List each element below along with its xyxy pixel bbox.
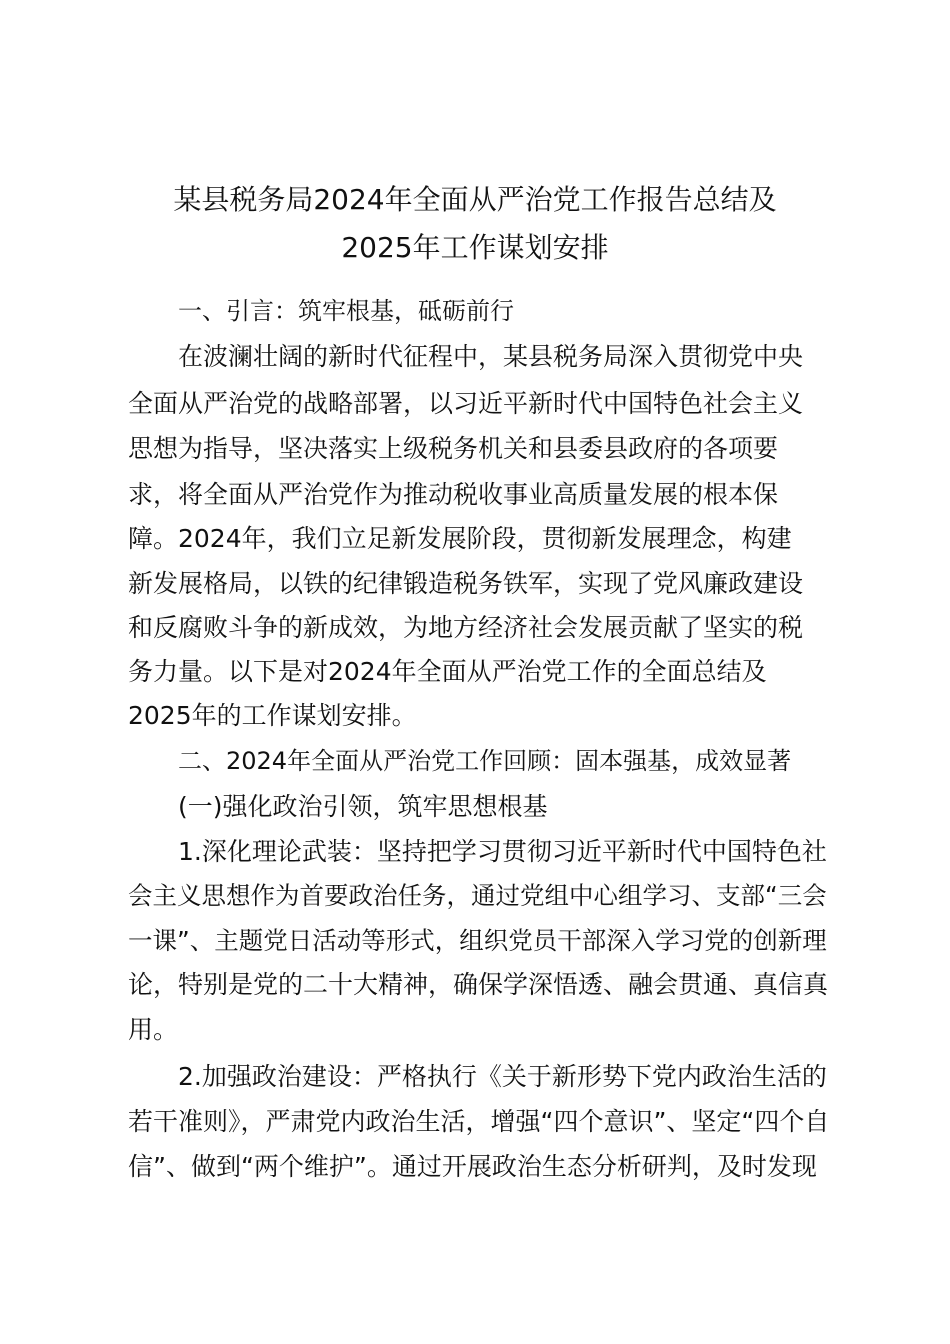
paragraph-line: 若干准则》，严肃党内政治生活，增强“四个意识”、坚定“四个自	[128, 1107, 830, 1136]
paragraph-line: 全面从严治党的战略部署，以习近平新时代中国特色社会主义	[128, 389, 804, 418]
section-heading-introduction: 一、引言：筑牢根基，砥砺前行	[178, 297, 514, 325]
section-heading-review: 二、2024年全面从严治党工作回顾：固本强基，成效显著	[178, 747, 792, 775]
paragraph-line: 1.深化理论武装：坚持把学习贯彻习近平新时代中国特色社	[178, 837, 827, 866]
paragraph-line: 求，将全面从严治党作为推动税收事业高质量发展的根本保	[128, 480, 779, 509]
document-title-line-1: 某县税务局2024年全面从严治党工作报告总结及	[173, 183, 777, 216]
paragraph-line: 新发展格局，以铁的纪律锻造税务铁军，实现了党风廉政建设	[128, 569, 804, 598]
paragraph-line: 务力量。以下是对2024年全面从严治党工作的全面总结及	[128, 657, 767, 686]
paragraph-line: 和反腐败斗争的新成效，为地方经济社会发展贡献了坚实的税	[128, 613, 804, 642]
paragraph-line: 2025年的工作谋划安排。	[128, 701, 417, 730]
paragraph-line: 2.加强政治建设：严格执行《关于新形势下党内政治生活的	[178, 1062, 827, 1091]
paragraph-line: 在波澜壮阔的新时代征程中，某县税务局深入贯彻党中央	[178, 342, 804, 371]
paragraph-line: 障。2024年，我们立足新发展阶段，贯彻新发展理念，构建	[128, 524, 792, 553]
paragraph-line: 思想为指导，坚决落实上级税务机关和县委县政府的各项要	[128, 434, 779, 463]
subsection-heading: (一)强化政治引领，筑牢思想根基	[178, 792, 548, 821]
paragraph-line: 论，特别是党的二十大精神，确保学深悟透、融会贯通、真信真	[128, 970, 829, 999]
document-title-line-2: 2025年工作谋划安排	[341, 231, 609, 264]
paragraph-line: 用。	[128, 1015, 179, 1044]
paragraph-line: 会主义思想作为首要政治任务，通过党组中心组学习、支部“三会	[128, 881, 827, 910]
paragraph-line: 一课”、主题党日活动等形式，组织党员干部深入学习党的创新理	[128, 926, 827, 955]
paragraph-line: 信”、做到“两个维护”。通过开展政治生态分析研判，及时发现	[128, 1152, 817, 1181]
